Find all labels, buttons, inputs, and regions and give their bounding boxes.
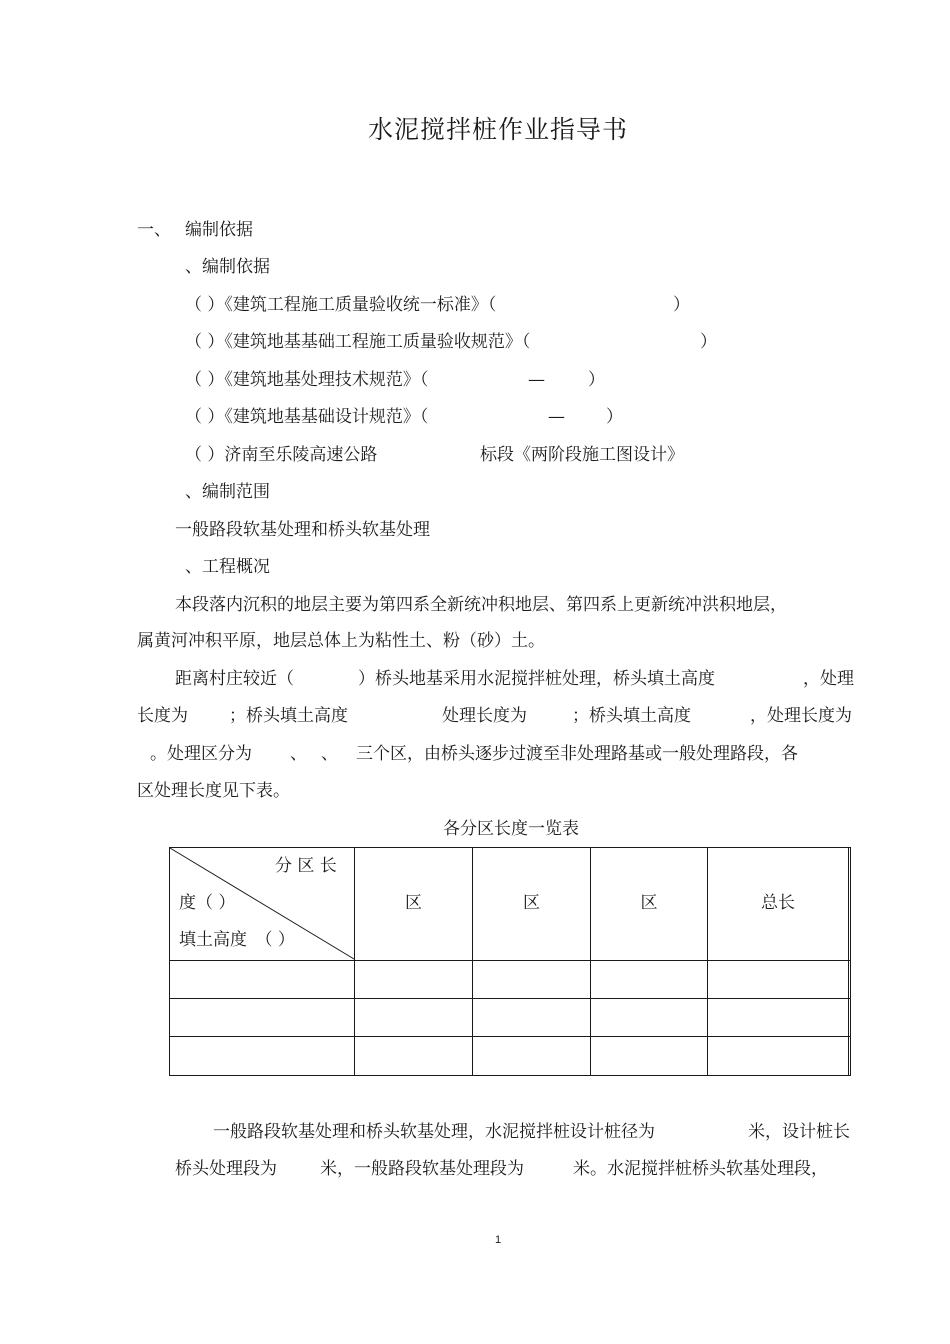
paragraph-fragment: 处理长度为 [442,706,527,726]
reference-item: （ ）《建筑地基基础设计规范》（ [185,407,429,427]
paragraph-fragment: 米，一般路段软基处理段为 [320,1159,524,1179]
column-header-zone: 区 [640,893,658,913]
paragraph-fragment: 、 [321,744,338,764]
reference-item: （ ）《建筑工程施工质量验收统一标准》（ [185,295,497,315]
document-title: 水泥搅拌桩作业指导书 [367,115,628,144]
paragraph-fragment: ；桥头填土高度 [572,706,691,726]
column-header-total: 总长 [761,893,795,913]
reference-item-dash: — [528,370,545,390]
corner-header-top: 分 区 长 [275,856,337,876]
reference-item: （ ）《建筑地基处理技术规范》（ [185,370,429,390]
reference-item-close: ） [606,407,623,427]
column-header-zone: 区 [523,893,540,913]
paragraph-fragment: 。处理区分为 [150,744,252,764]
paragraph-fragment: ；桥头填土高度 [229,706,348,726]
corner-header-mid: 度（ ） [179,893,236,913]
paragraph-fragment: ，处理长度为 [750,706,852,726]
paragraph-fragment: 桥头处理段为 [175,1159,277,1179]
zone-length-table [169,847,851,1076]
scope-text: 一般路段软基处理和桥头软基处理 [175,520,430,540]
reference-item: （ ）济南至乐陵高速公路 [185,445,378,465]
section-title: 编制依据 [185,220,253,240]
corner-header-bottom: 填土高度 （ ） [179,930,295,950]
subsection-heading-scope: 、编制范围 [185,482,270,502]
paragraph-fragment: 米。水泥搅拌桩桥头软基处理段， [573,1159,828,1179]
reference-item-dash: — [548,407,565,427]
paragraph-fragment: 距离村庄较近（ [175,669,294,689]
paragraph-fragment: 三个区，由桥头逐步过渡至非处理路基或一般处理路段，各 [356,744,798,764]
reference-item-close: ） [700,332,717,352]
section-number: 一、 [137,220,171,240]
column-header-zone: 区 [405,893,422,913]
paragraph-fragment: ，处理 [803,669,854,689]
table-caption: 各分区长度一览表 [443,819,579,839]
reference-item-close: ） [673,295,690,315]
subsection-heading-overview: 、工程概况 [185,557,270,577]
reference-item-close: ） [588,370,605,390]
paragraph-line: 本段落内沉积的地层主要为第四系全新统冲积地层、第四系上更新统冲洪积地层， [175,595,787,615]
paragraph-fragment: 一般路段软基处理和桥头软基处理，水泥搅拌桩设计桩径为 [213,1122,655,1142]
paragraph-fragment: 、 [290,744,307,764]
paragraph-fragment: ）桥头地基采用水泥搅拌桩处理，桥头填土高度 [358,669,715,689]
page-number: 1 [494,1234,502,1246]
subsection-heading-basis: 、编制依据 [185,257,270,277]
reference-item-tail: 标段《两阶段施工图设计》 [480,445,684,465]
paragraph-line: 属黄河冲积平原，地层总体上为粘性土、粉（砂）土。 [137,631,545,651]
paragraph-line: 区处理长度见下表。 [137,781,290,801]
paragraph-fragment: 米，设计桩长 [748,1122,850,1142]
reference-item: （ ）《建筑地基基础工程施工质量验收规范》（ [185,332,531,352]
paragraph-fragment: 长度为 [137,706,188,726]
